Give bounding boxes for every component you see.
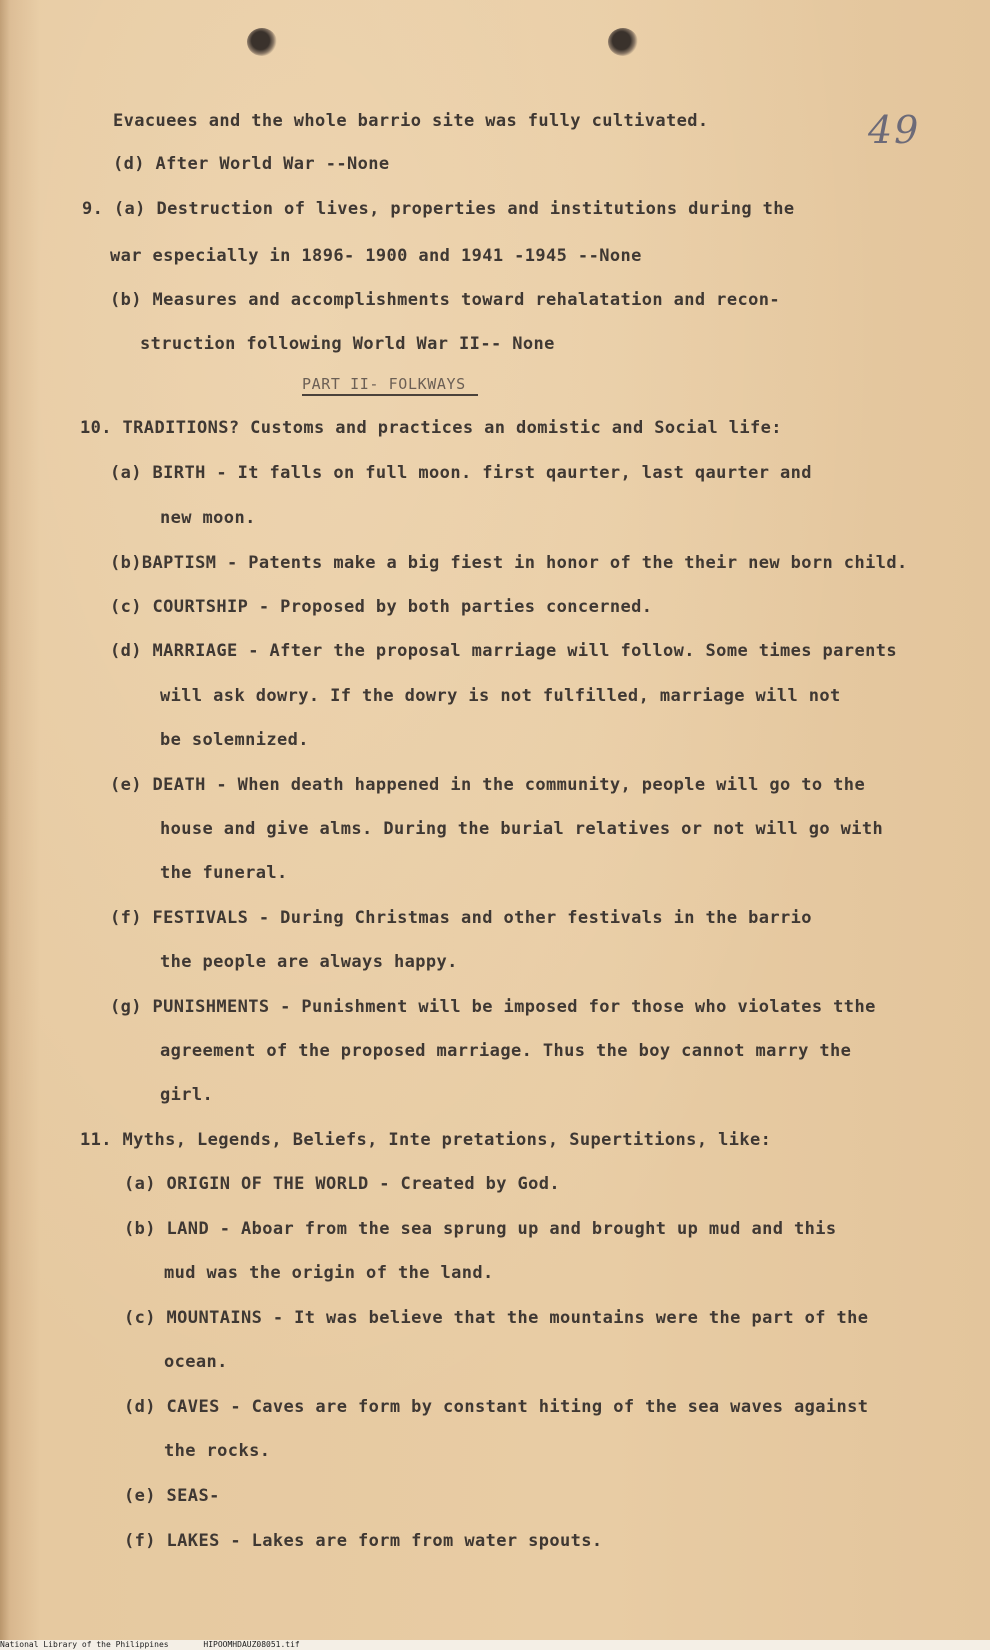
text-line: (a) BIRTH - It falls on full moon. first qaurter, last qaurter and — [110, 463, 812, 483]
text-line: (b) Measures and accomplishments toward rehalatation and recon- — [110, 290, 780, 310]
text-line: (d) MARRIAGE - After the proposal marriage will follow. Some times parents — [110, 641, 897, 661]
text-line: ocean. — [164, 1352, 228, 1372]
text-line: (c) COURTSHIP - Proposed by both parties concerned. — [110, 597, 653, 617]
text-line: (g) PUNISHMENTS - Punishment will be imposed for those who violates tthe — [110, 997, 876, 1017]
text-line: (f) LAKES - Lakes are form from water spouts. — [124, 1531, 603, 1551]
text-line: (f) FESTIVALS - During Christmas and other festivals in the barrio — [110, 908, 812, 928]
text-line: the funeral. — [160, 863, 288, 883]
text-line: (c) MOUNTAINS - It was believe that the mountains were the part of the — [124, 1308, 869, 1328]
punch-hole-left — [247, 28, 277, 56]
footer-filename: HIPOOMHDAUZ08051.tif — [203, 1640, 300, 1649]
text-line: war especially in 1896- 1900 and 1941 -1945 --None — [110, 246, 642, 266]
text-line: will ask dowry. If the dowry is not fulfilled, marriage will not — [160, 686, 841, 706]
scan-footer — [0, 1640, 990, 1650]
text-line: mud was the origin of the land. — [164, 1263, 494, 1283]
text-line: the people are always happy. — [160, 952, 458, 972]
text-line: (b)BAPTISM - Patents make a big fiest in honor of the their new born child. — [110, 553, 908, 573]
text-line: (e) SEAS- — [124, 1486, 220, 1506]
text-line: agreement of the proposed marriage. Thus the boy cannot marry the — [160, 1041, 852, 1061]
text-line: new moon. — [160, 508, 256, 528]
text-line: struction following World War II-- None — [140, 334, 555, 354]
page-number: 49 — [868, 108, 921, 152]
text-line: Evacuees and the whole barrio site was fully cultivated. — [113, 111, 709, 131]
text-line: the rocks. — [164, 1441, 271, 1461]
text-line: (d) CAVES - Caves are form by constant hiting of the sea waves against — [124, 1397, 869, 1417]
section-heading: PART II- FOLKWAYS — [302, 375, 478, 396]
text-line: (d) After World War --None — [113, 154, 390, 174]
punch-hole-right — [608, 28, 638, 56]
text-line: 9. (a) Destruction of lives, properties and institutions during the — [82, 199, 795, 219]
text-line: (a) ORIGIN OF THE WORLD - Created by God. — [124, 1174, 561, 1194]
text-line: 11. Myths, Legends, Beliefs, Inte pretations, Supertitions, like: — [80, 1130, 772, 1150]
text-line: house and give alms. During the burial relatives or not will go with — [160, 819, 884, 839]
text-line: girl. — [160, 1085, 214, 1105]
text-line: 10. TRADITIONS? Customs and practices an domistic and Social life: — [80, 418, 782, 438]
text-line: (e) DEATH - When death happened in the community, people will go to the — [110, 775, 866, 795]
text-line: be solemnized. — [160, 730, 309, 750]
text-line: (b) LAND - Aboar from the sea sprung up and brought up mud and this — [124, 1219, 837, 1239]
footer-library: National Library of the Philippines — [0, 1640, 169, 1649]
